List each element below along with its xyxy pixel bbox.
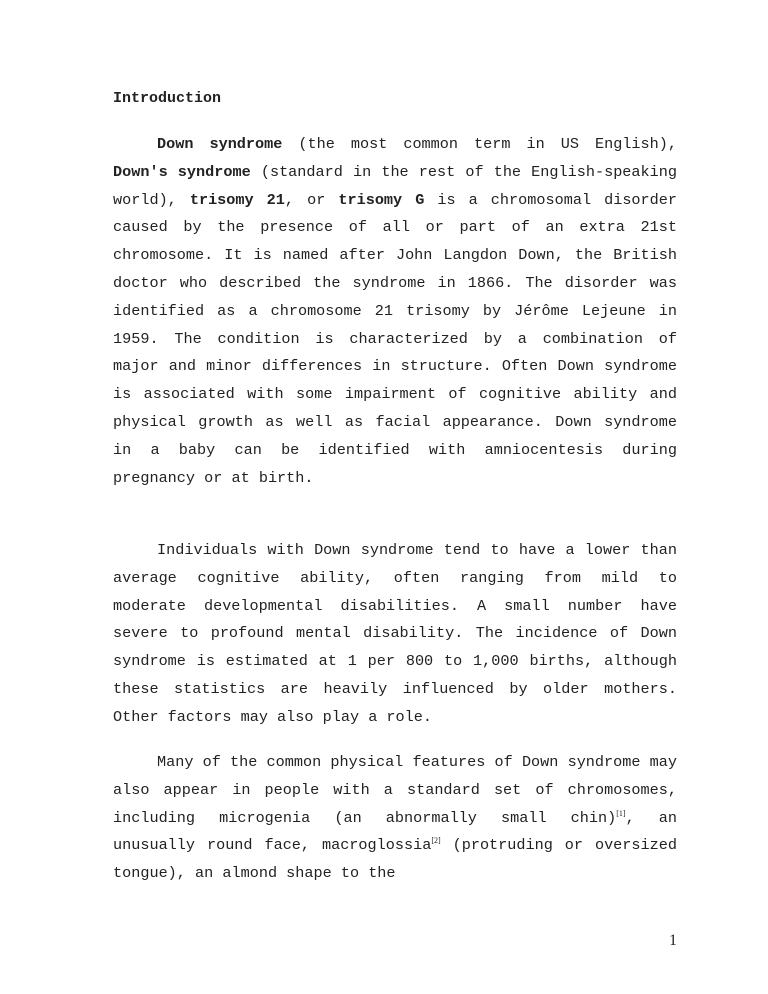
text-segment: (the most common term in US English), (282, 135, 677, 153)
term-downs-syndrome: Down's syndrome (113, 162, 251, 181)
text-segment: Many of the common physical features of Down syndrome may also appear in people with a standard set of chromosomes, including microgenia (an abnormally small chin) (113, 753, 677, 827)
paragraph-1 (113, 131, 677, 492)
text-segment: is a chromosomal disorder caused by the presence of all or part of an extra 21st chromosome. It is named after John Langdon Down, the British doctor who described the syndrome in 1866. The disorder was identified as a chromosome 21 trisomy by Jérôme Lejeune in 1959. The condition is characterized by a combination of major and minor differences in structure. Often Down syndrome is associated with some impairment of cognitive ability and physical growth as well as facial appearance. Down syndrome in a baby can be identified with amniocentesis during pregnancy or at birth. (113, 190, 678, 487)
term-trisomy-g: trisomy G (338, 190, 425, 209)
term-trisomy-21: trisomy 21 (189, 190, 285, 209)
term-down-syndrome: Down syndrome (157, 135, 283, 153)
paragraph-3 (113, 749, 677, 888)
page-number: 1 (669, 932, 677, 949)
paragraph-2-text: Individuals with Down syndrome tend to have a lower than average cognitive ability, often ranging from mild to moderate developmental disabilities. A small number have severe to profound mental disability. The incidence of Down syndrome is estimated at 1 per 800 to 1,000 births, although these statistics are heavily influenced by older mothers. Other factors may also play a role. (113, 541, 677, 726)
text-segment: , an unusually round face, macroglossia (113, 808, 677, 855)
paragraph-2 (113, 537, 677, 732)
text-segment: (standard in the rest of the English-speaking world), (113, 162, 677, 209)
citation-ref-2[interactable]: [2] (431, 836, 441, 846)
text-segment: , or (284, 190, 339, 209)
citation-ref-1[interactable]: [1] (616, 808, 626, 818)
text-segment: (protruding or oversized tongue), an almond shape to the (113, 836, 677, 883)
section-heading: Introduction (113, 90, 222, 107)
